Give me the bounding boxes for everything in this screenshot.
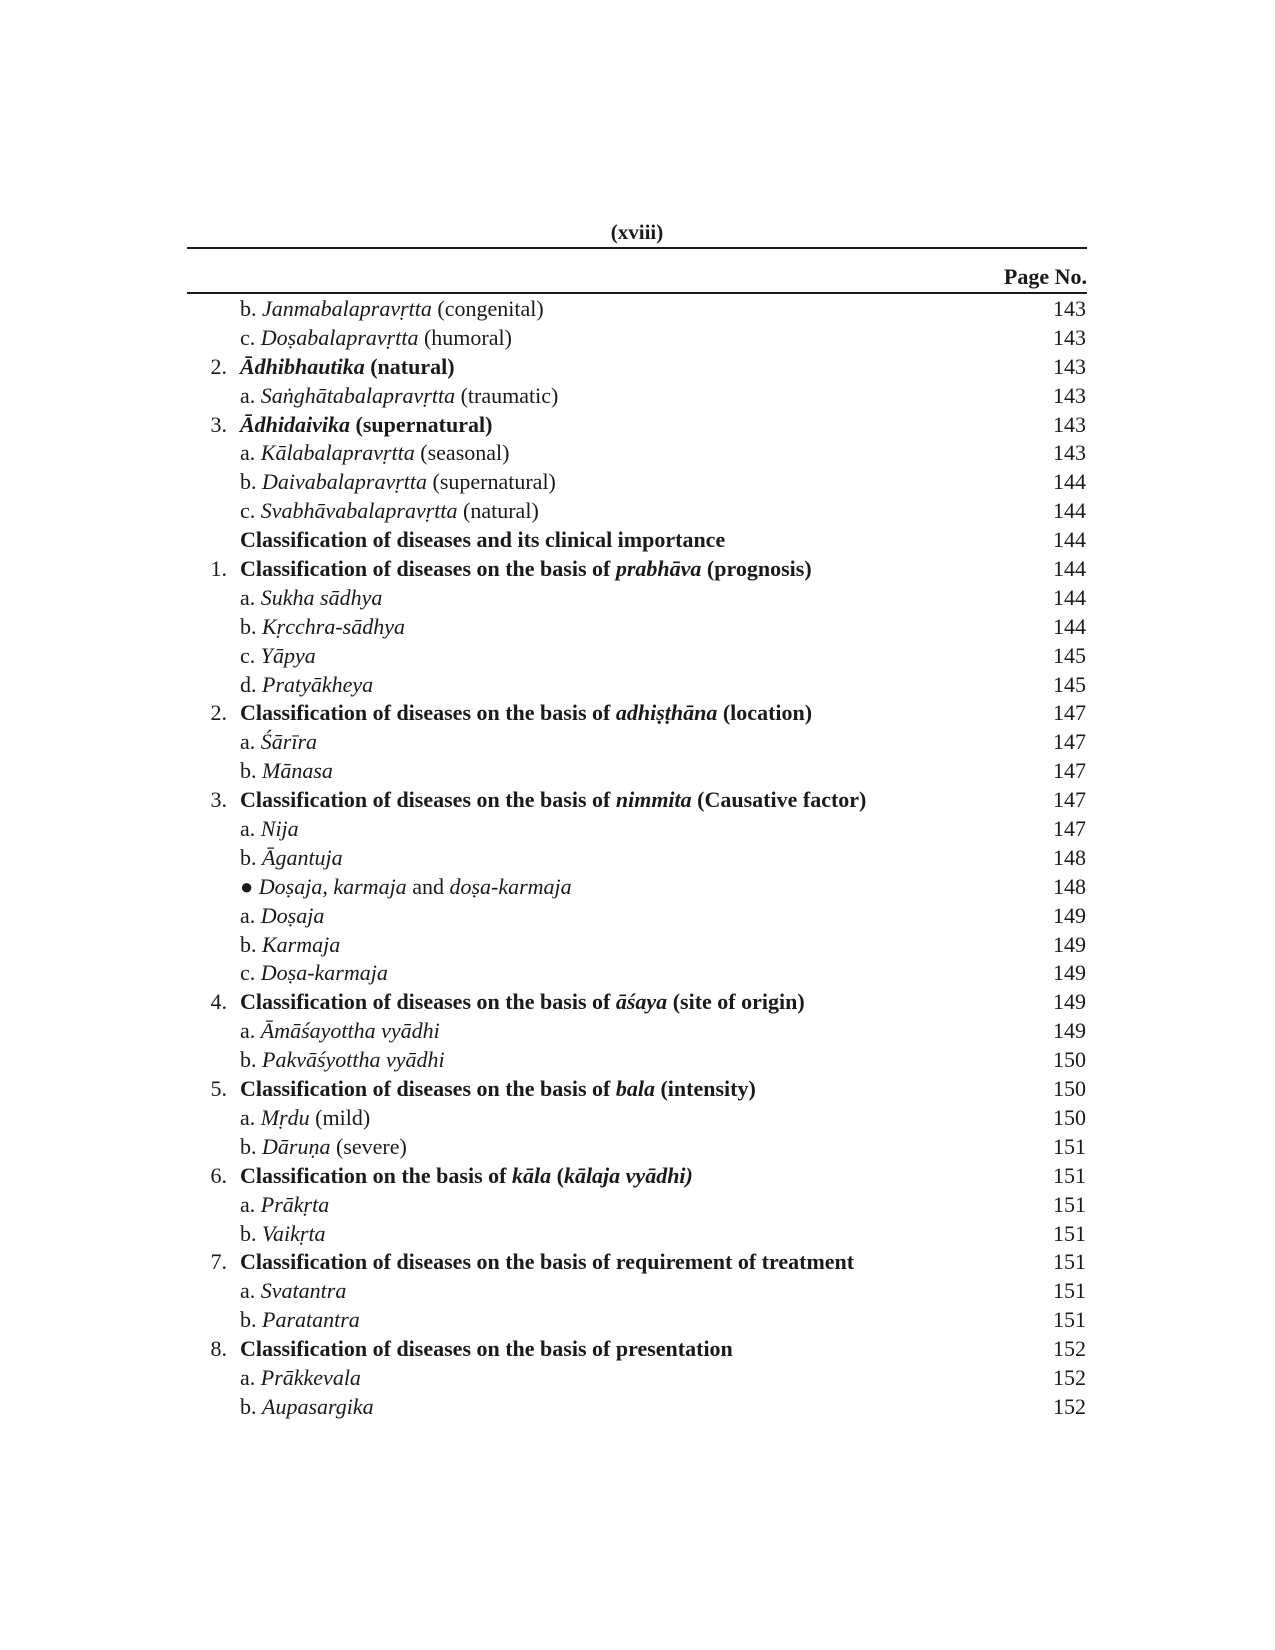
toc-entry-title-segment: a. <box>240 584 261 610</box>
toc-entry-title <box>240 843 343 872</box>
toc-entry-title <box>240 323 512 352</box>
toc-entry-title <box>240 1305 360 1334</box>
toc-entry-title-segment: (intensity) <box>654 1076 756 1102</box>
toc-entry-title-segment: b. <box>240 758 262 784</box>
toc-entry-page-number: 149 <box>1053 1018 1086 1044</box>
toc-entry-title <box>240 496 539 525</box>
toc-entry-page-number: 151 <box>1053 1278 1086 1304</box>
toc-entry-title-segment: and <box>406 873 450 899</box>
toc-entry <box>187 583 1087 612</box>
page-number-header: (xviii) <box>610 220 664 244</box>
toc-entry-title-segment: ( <box>551 1162 564 1188</box>
toc-entry-title-segment: Pratyākheya <box>262 671 374 697</box>
toc-entry-title-segment: (supernatural) <box>350 411 493 437</box>
toc-entry-title-segment: a. <box>240 902 261 928</box>
toc-entry <box>187 641 1087 670</box>
toc-entry-number: 2. <box>210 353 227 379</box>
toc-entry <box>187 525 1087 554</box>
toc-entry-title-segment: āśaya <box>615 989 668 1015</box>
toc-entry-page-number: 149 <box>1053 902 1086 928</box>
toc-entry-title-segment: b. <box>240 1133 262 1159</box>
toc-entry-title <box>240 1334 733 1363</box>
toc-entry-title-segment: b. <box>240 1220 262 1246</box>
toc-entry-title-segment: (Causative factor) <box>691 787 867 813</box>
toc-entry-title-segment: Āgantuja <box>262 844 343 870</box>
toc-entry-title-segment: bala <box>615 1076 655 1102</box>
toc-entry-title-segment: Classification of diseases and its clinical importance <box>240 527 726 553</box>
toc-entry-title <box>240 1132 407 1161</box>
toc-entry-title-segment: Doṣa-karmaja <box>260 960 388 986</box>
toc-entry-title-segment: b. <box>240 1307 262 1333</box>
toc-entry <box>187 352 1087 381</box>
toc-entry-title-segment: (natural) <box>457 498 539 524</box>
toc-entry-page-number: 147 <box>1053 787 1086 813</box>
toc-entry <box>187 1392 1087 1421</box>
toc-entry <box>187 1161 1087 1190</box>
toc-entry-title-segment: a. <box>240 382 261 408</box>
toc-entry <box>187 438 1087 467</box>
toc-entry-title-segment: (location) <box>717 700 813 726</box>
toc-entry-page-number: 151 <box>1053 1133 1086 1159</box>
toc-entry-title <box>240 987 805 1016</box>
toc-entry-title-segment: c. <box>240 324 261 350</box>
toc-entry-title-segment: (humoral) <box>418 324 512 350</box>
toc-entry-page-number: 148 <box>1053 873 1086 899</box>
toc-entry-title-segment: (congenital) <box>431 296 544 321</box>
toc-entry <box>187 1305 1087 1334</box>
toc-entry-title-segment: Kṛcchra-sādhya <box>262 613 405 639</box>
toc-entry-number: 4. <box>210 989 227 1015</box>
toc-entry-title-segment: b. <box>240 1393 262 1419</box>
toc-entry-title <box>240 1103 370 1132</box>
toc-entry-title <box>240 1276 346 1305</box>
page-no-column-heading: Page No. <box>1003 264 1087 289</box>
toc-entry-title <box>240 381 558 410</box>
toc-entry <box>187 554 1087 583</box>
toc-entry-title-segment: b. <box>240 844 262 870</box>
toc-entry-title-segment: Classification on the basis of <box>240 1162 512 1188</box>
toc-entry-page-number: 151 <box>1053 1191 1086 1217</box>
toc-entry-title-segment: a. <box>240 1278 261 1304</box>
toc-entry-title <box>240 1045 445 1074</box>
toc-entry-title-segment: c. <box>240 642 261 668</box>
toc-entry <box>187 958 1087 987</box>
toc-entry <box>187 1074 1087 1103</box>
toc-entry-title-segment: a. <box>240 816 261 842</box>
toc-entry <box>187 496 1087 525</box>
toc-entry-title-segment: Doṣaja <box>258 873 323 899</box>
toc-entry-title-segment: adhiṣṭhāna <box>615 700 718 726</box>
toc-entry-title-segment: Śārīra <box>260 729 318 755</box>
toc-entry <box>187 1363 1087 1392</box>
toc-entry <box>187 843 1087 872</box>
toc-entry-title <box>240 612 405 641</box>
toc-entry-title-segment: Mṛdu <box>260 1104 310 1130</box>
toc-entry-title <box>240 1392 374 1421</box>
toc-entry-title-segment: Nija <box>260 816 299 842</box>
toc-entry-title-segment: (supernatural) <box>427 469 556 495</box>
toc-entry-title-segment: Karmaja <box>262 931 341 957</box>
toc-entry <box>187 756 1087 785</box>
toc-entry-title-segment: karmaja <box>333 873 407 899</box>
toc-entry-title-segment: Dāruṇa <box>262 1133 331 1159</box>
toc-entry-title-segment: (prognosis) <box>701 556 812 582</box>
toc-entry <box>187 670 1087 699</box>
toc-entry-title-segment: Aupasargika <box>262 1393 374 1419</box>
toc-entry-page-number: 152 <box>1053 1393 1086 1419</box>
toc-entry-title <box>240 467 556 496</box>
toc-entry <box>187 1103 1087 1132</box>
toc-entry-title-segment: Classification of diseases on the basis of <box>240 989 616 1015</box>
toc-entry-title-segment: d. <box>240 671 262 697</box>
toc-entry <box>187 410 1087 439</box>
toc-entry-page-number: 143 <box>1053 296 1086 321</box>
toc-entry-title-segment: Vaikṛta <box>262 1220 326 1246</box>
toc-entry-page-number: 152 <box>1053 1364 1086 1390</box>
toc-entry-number: 5. <box>210 1076 227 1102</box>
toc-entry <box>187 381 1087 410</box>
toc-entry-title-segment: a. <box>240 729 261 755</box>
toc-entry-title-segment: (natural) <box>364 353 455 379</box>
toc-entry <box>187 1190 1087 1219</box>
toc-entry <box>187 901 1087 930</box>
toc-entry-title-segment: Prākkevala <box>260 1364 361 1390</box>
toc-entry-title <box>240 1219 326 1248</box>
header-rule <box>187 247 1087 249</box>
toc-entry-page-number: 150 <box>1053 1104 1086 1130</box>
toc-entry-page-number: 143 <box>1053 382 1086 408</box>
toc-entry-title <box>240 872 572 901</box>
toc-entry-page-number: 144 <box>1053 556 1086 582</box>
toc-entry-title <box>240 1074 756 1103</box>
toc-entry-page-number: 149 <box>1053 960 1086 986</box>
toc-entry-title-segment: kālaja vyādhi) <box>563 1162 693 1188</box>
toc-entry-title-segment: Daivabalapravṛtta <box>262 469 427 495</box>
toc-entry-page-number: 149 <box>1053 989 1086 1015</box>
toc-entry-title-segment: c. <box>240 498 261 524</box>
toc-entry-title-segment: Svabhāvabalapravṛtta <box>260 498 458 524</box>
toc-entry <box>187 872 1087 901</box>
toc-entry <box>187 930 1087 959</box>
toc-entry-number: 7. <box>210 1249 227 1275</box>
toc-entry-number: 1. <box>210 556 227 582</box>
toc-entry <box>187 698 1087 727</box>
toc-entry-title-segment: Svatantra <box>260 1278 347 1304</box>
toc-entry-title-segment: Saṅghātabalapravṛtta <box>260 382 456 408</box>
toc-entry-title <box>240 727 317 756</box>
toc-entry-page-number: 143 <box>1053 324 1086 350</box>
toc-entry-title <box>240 814 299 843</box>
toc-entry-page-number: 149 <box>1053 931 1086 957</box>
toc-entry-title <box>240 438 509 467</box>
toc-entry-title-segment: Ādhidaivika <box>240 411 351 437</box>
toc-entry-title-segment: a. <box>240 1104 261 1130</box>
toc-entry-title-segment: Yāpya <box>260 642 316 668</box>
toc-entry-title-segment: (site of origin) <box>667 989 805 1015</box>
toc-entry-page-number: 147 <box>1053 816 1086 842</box>
toc-entry <box>187 814 1087 843</box>
toc-entry-title-segment: c. <box>240 960 261 986</box>
toc-entry-title-segment: ● <box>240 873 259 899</box>
toc-entry-page-number: 147 <box>1053 729 1086 755</box>
toc-entry-title-segment: Janmabalapravṛtta <box>262 296 432 321</box>
toc-entry-title <box>240 756 333 785</box>
toc-entry-title-segment: Kālabalapravṛtta <box>260 440 415 466</box>
toc-entry <box>187 785 1087 814</box>
toc-entry-page-number: 150 <box>1053 1076 1086 1102</box>
toc-entry-title-segment: a. <box>240 1191 261 1217</box>
toc-entry-title <box>240 1247 854 1276</box>
toc-entry-title <box>240 958 388 987</box>
toc-entry-title <box>240 352 455 381</box>
toc-entry <box>187 1247 1087 1276</box>
toc-entry <box>187 1334 1087 1363</box>
toc-entry-title <box>240 1190 329 1219</box>
toc-entry-title-segment: a. <box>240 440 261 466</box>
toc-entry-title-segment: Sukha sādhya <box>260 584 383 610</box>
toc-entry-title-segment: doṣa-karmaja <box>449 873 572 899</box>
toc-entry-page-number: 144 <box>1053 527 1086 553</box>
toc-entry-page-number: 145 <box>1053 642 1086 668</box>
toc-entry-page-number: 148 <box>1053 844 1086 870</box>
toc-entry-title <box>240 525 725 554</box>
toc-entry-title-segment: Classification of diseases on the basis of presentation <box>240 1336 733 1362</box>
toc-entry-title-segment: Classification of diseases on the basis of <box>240 1076 616 1102</box>
toc-entry-title-segment: a. <box>240 1018 261 1044</box>
toc-entry-page-number: 144 <box>1053 469 1086 495</box>
toc-entry-title-segment: Classification of diseases on the basis of <box>240 787 616 813</box>
toc-entry-title-segment: kāla <box>511 1162 552 1188</box>
toc-entry <box>187 467 1087 496</box>
toc-entry-title-segment: Doṣaja <box>260 902 325 928</box>
toc-entry-number: 6. <box>210 1162 227 1188</box>
toc-entry <box>187 294 1087 323</box>
toc-entry-title-segment: Paratantra <box>262 1307 360 1333</box>
toc-entry <box>187 1016 1087 1045</box>
toc-entry-title-segment: Prākṛta <box>260 1191 330 1217</box>
toc-entry-title-segment: Classification of diseases on the basis of <box>240 700 616 726</box>
toc-entry-title <box>240 901 324 930</box>
toc-entry-title <box>240 698 812 727</box>
toc-entry-title-segment: (mild) <box>309 1104 371 1130</box>
toc-entry-title-segment: Mānasa <box>262 758 333 784</box>
toc-entry-title <box>240 930 340 959</box>
toc-entry-title <box>240 410 492 439</box>
toc-entry-title-segment: (traumatic) <box>455 382 559 408</box>
toc-entry-page-number: 151 <box>1053 1162 1086 1188</box>
toc-entry-title <box>240 670 373 699</box>
toc-entry-title <box>240 554 812 583</box>
toc-entry-title-segment: , <box>322 873 334 899</box>
toc-entry-title-segment: (severe) <box>330 1133 407 1159</box>
toc-entry-page-number: 147 <box>1053 700 1086 726</box>
toc-entry-page-number: 144 <box>1053 584 1086 610</box>
toc-entry-title-segment: Doṣabalapravṛtta <box>260 324 419 350</box>
toc-entry-page-number: 144 <box>1053 613 1086 639</box>
toc-entry-title-segment: Āmāśayottha vyādhi <box>260 1018 440 1044</box>
toc-entry-title-segment: prabhāva <box>615 556 702 582</box>
toc-entry-title-segment: a. <box>240 1364 261 1390</box>
toc-entry-page-number: 151 <box>1053 1307 1086 1333</box>
toc-entry <box>187 1219 1087 1248</box>
toc-entry-title <box>240 1161 693 1190</box>
toc-entry-number: 3. <box>210 411 227 437</box>
toc-entry-title <box>240 785 866 814</box>
toc-entry <box>187 1132 1087 1161</box>
toc-entry-page-number: 144 <box>1053 498 1086 524</box>
toc-entry-page-number: 145 <box>1053 671 1086 697</box>
toc-entry-page-number: 152 <box>1053 1336 1086 1362</box>
toc-entry-title-segment: b. <box>240 1047 262 1073</box>
toc-entry-page-number: 151 <box>1053 1249 1086 1275</box>
toc-entry-title-segment: Ādhibhautika <box>240 353 365 379</box>
toc-entry-title-segment: b. <box>240 613 262 639</box>
toc-entry-title-segment: b. <box>240 296 262 321</box>
toc-entry <box>187 1045 1087 1074</box>
toc-entry <box>187 727 1087 756</box>
toc-entry-title-segment: Classification of diseases on the basis of <box>240 556 616 582</box>
toc-entry <box>187 1276 1087 1305</box>
table-of-contents <box>187 294 1087 1421</box>
toc-entry <box>187 987 1087 1016</box>
toc-entry <box>187 612 1087 641</box>
toc-entry-title-segment: b. <box>240 469 262 495</box>
toc-entry-number: 8. <box>210 1336 227 1362</box>
toc-entry-title <box>240 1363 361 1392</box>
toc-entry-page-number: 143 <box>1053 411 1086 437</box>
toc-entry-page-number: 147 <box>1053 758 1086 784</box>
toc-entry-page-number: 151 <box>1053 1220 1086 1246</box>
toc-entry-title <box>240 294 544 323</box>
toc-entry-title-segment: nimmita <box>615 787 692 813</box>
toc-entry-title-segment: Classification of diseases on the basis of requirement of treatment <box>240 1249 855 1275</box>
toc-entry-title <box>240 641 316 670</box>
toc-entry-number: 3. <box>210 787 227 813</box>
toc-entry-title-segment: Pakvāśyottha vyādhi <box>262 1047 445 1073</box>
toc-entry-page-number: 150 <box>1053 1047 1086 1073</box>
toc-entry-title <box>240 583 382 612</box>
toc-entry-page-number: 143 <box>1053 353 1086 379</box>
toc-entry <box>187 323 1087 352</box>
toc-entry-title-segment: b. <box>240 931 262 957</box>
toc-entry-title <box>240 1016 440 1045</box>
toc-entry-title-segment: (seasonal) <box>414 440 510 466</box>
toc-entry-number: 2. <box>210 700 227 726</box>
toc-entry-page-number: 143 <box>1053 440 1086 466</box>
